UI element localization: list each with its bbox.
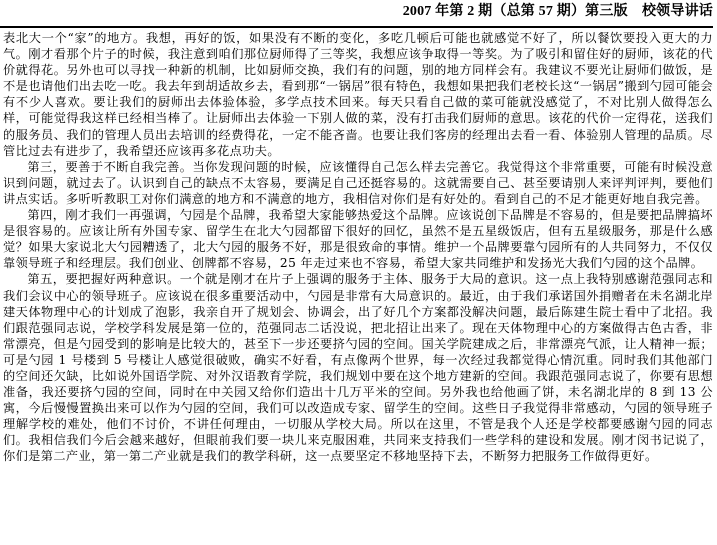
paragraph-2: 第三，要善于不断自我完善。当你发现问题的时候，应该懂得自己怎么样去完善它。我觉得这个非常重要，可能有时候没意识到问题，就过去了。认识到自己的缺点不太容易，要满足自己还挺容易的。这就需要自己、甚至要请别人来评判评判，要他们讲点实话。多听听教职工对你们满意的地方和不满意的地方，我相信对你们是有好处的。看到自己的不足才能更好地自我完善。 xyxy=(3,159,713,206)
article-body xyxy=(3,30,713,545)
page-header xyxy=(0,2,713,28)
paragraph-3: 第四，刚才我们一再强调，勺园是个品牌，我希望大家能够热爱这个品牌。应该说创下品牌是不容易的，但是要把品牌搞坏是很容易的。应该让所有外国专家、留学生在北大勺园都留下很好的回忆，虽然不是五星级饭店，但有五星级服务，那是什么感觉？如果大家说北大勺园糟透了，北大勺园的服务不好，那是很致命的事情。维护一个品牌要靠勺园所有的人共同努力，不仅仅靠领导班子和经理层。我们创业、创牌都不容易，25 年走过来也不容易，希望大家共同维护和发扬光大我们勺园的这个品牌。 xyxy=(3,208,713,271)
issue-title: 2007 年第 2 期（总第 57 期）第三版 校领导讲话 xyxy=(402,4,713,19)
paragraph-4: 第五，要把握好两种意识。一个就是刚才在片子上强调的服务于主体、服务于大局的意识。这一点上我特别感谢范强同志和我们会议中心的领导班子。应该说在很多重要活动中，勺园是非常有大局意识的。最近，由于我们承诺国外捐赠者在未名湖北岸建天体物理中心的计划成了泡影，我亲自开了规划会、协调会，出了好几个方案都没解决问题，最后陈建生院士看中了北招。我们跟范强同志说，学校学科发展是第一位的，范强同志二话没说，把北招让出来了。现在天体物理中心的方案做得古色古香，非常漂亮，但是勺园受到的影响是比较大的，甚至下一步还要挤勺园的空间。国关学院建成之后，非常漂亮气派，让人精神一振；可是勺园 1 号楼到 5 号楼让人感觉很破败，确实不好看，有点像两个世界，每一次经过我都觉得心情沉重。同时我们其他部门的空间还欠缺，比如说外国语学院、对外汉语教育学院，我们规划中要在这个地方建新的空间。我跟范强同志说了，你要有思想准备，我还要挤勺园的空间，同时在中关园又给你们造出十几万平米的空间。另外我也给他画了饼，未名湖北岸的 8 到 13 公寓，今后慢慢置换出来可以作为勺园的空间，我们可以改造成专家、留学生的空间。这些日子我觉得非常感动，勺园的领导班子理解学校的难处，他们不讨价，不讲任何理由，一切服从学校大局。所以在这里，不管是我个人还是学校都要感谢勺园的同志们。我相信我们今后会越来越好，但眼前我们要一块儿来克服困难，共同来支持我们一些学科的建设和发展。刚才闵书记说了，你们是第二产业，第一第二产业就是我们的教学科研，这一点要坚定不移地坚持下去，不断努力把服务工作做得更好。 xyxy=(3,272,713,464)
paragraph-1: 表北大一个“家”的地方。我想，再好的饭，如果没有不断的变化，多吃几顿后可能也就感觉不好了，所以餐饮要投入更大的力气。刚才看那个片子的时候，我注意到咱们那位厨师得了三等奖，我想应该争取得一等奖。为了吸引和留住好的厨师，该花的代价就得花。另外也可以寻找一种新的机制，比如厨师交换，我们有的问题，别的地方同样会有。我建议不要光让厨师们做饭，是不是也请他们出去吃一吃。我去年到胡适故乡去，看到那“一锅居”很有特色，我想如果把我们老校长这“一锅居”搬到勺园可能会有不少人喜欢。要让我们的厨师出去体验体验，多学点技术回来。每天只看自己做的菜可能就没感觉了，不对比别人做得怎么样，可能觉得我这样已经相当棒了。让厨师出去体验一下别人做的菜，没有打击我们厨师的意思。该花的代价一定得花，送我们的服务员、我们的管理人员出去培训的经费得花，一定不能吝啬。也要让我们客房的经理出去看一看、体验别人管理的品质。尽管比过去有进步了，我希望还应该再多花点功夫。 xyxy=(3,31,713,158)
